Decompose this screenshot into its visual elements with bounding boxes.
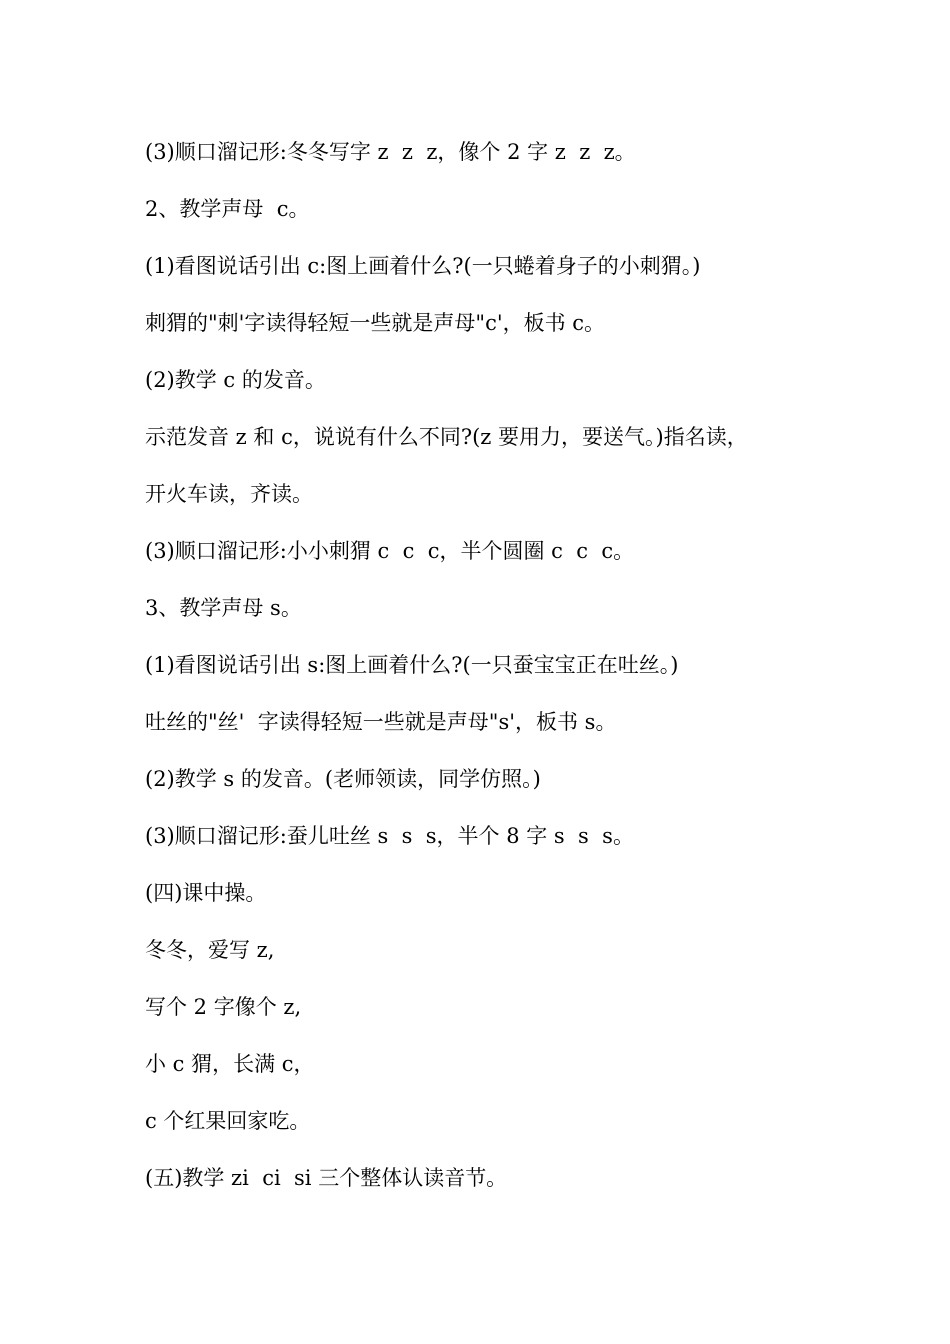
text-line-11: 吐丝的"丝' 字读得轻短一些就是声母"s'，板书 s。 xyxy=(145,710,617,734)
text-line-17: 小 c 猬，长满 c， xyxy=(145,1052,315,1076)
text-line-19: (五)教学 zi ci si 三个整体认读音节。 xyxy=(145,1166,508,1190)
text-line-14: (四)课中操。 xyxy=(145,881,267,905)
text-line-5: (2)教学 c 的发音。 xyxy=(145,368,326,392)
text-line-13: (3)顺口溜记形:蚕儿吐丝 s s s，半个 8 字 s s s。 xyxy=(145,824,634,848)
text-line-6: 示范发音 z 和 c，说说有什么不同?(z 要用力，要送气。)指名读， xyxy=(145,425,748,449)
text-line-9: 3、教学声母 s。 xyxy=(145,596,302,620)
text-line-10: (1)看图说话引出 s:图上画着什么?(一只蚕宝宝正在吐丝。) xyxy=(145,653,679,677)
text-line-18: c 个红果回家吃。 xyxy=(145,1109,311,1133)
text-line-2: 2、教学声母 c。 xyxy=(145,197,310,221)
text-line-15: 冬冬，爱写 z, xyxy=(145,938,275,962)
text-line-16: 写个 2 字像个 z, xyxy=(145,995,302,1019)
text-line-12: (2)教学 s 的发音。(老师领读，同学仿照。) xyxy=(145,767,541,791)
text-line-7: 开火车读，齐读。 xyxy=(145,482,313,506)
text-line-1: (3)顺口溜记形:冬冬写字 z z z，像个 2 字 z z z。 xyxy=(145,140,636,164)
text-line-4: 刺猬的"刺'字读得轻短一些就是声母"c'，板书 c。 xyxy=(145,311,606,335)
text-line-3: (1)看图说话引出 c:图上画着什么?(一只蜷着身子的小刺猬。) xyxy=(145,254,701,278)
text-line-8: (3)顺口溜记形:小小刺猬 c c c，半个圆圈 c c c。 xyxy=(145,539,635,563)
